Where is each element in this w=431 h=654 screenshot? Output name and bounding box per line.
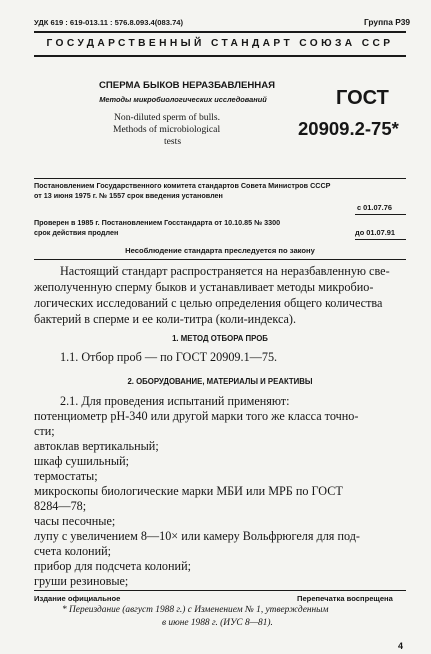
intro-line-1: Настоящий стандарт распространяется на неразбавленную све- bbox=[60, 264, 390, 278]
header-bottom-rule bbox=[34, 55, 406, 57]
section-2-line: 2.1. Для проведения испытаний применяют: bbox=[60, 394, 290, 408]
section-2-line: автоклав вертикальный; bbox=[34, 439, 159, 453]
standard-subtitle-ru: Методы микробиологических исследований bbox=[99, 95, 267, 104]
intro-line-4: бактерий в сперме и ее коли-титра (коли-индекса). bbox=[34, 312, 297, 326]
gost-number: 20909.2-75* bbox=[298, 118, 399, 139]
reprint-prohibited: Перепечатка воспрещена bbox=[297, 594, 393, 603]
extended-date-underline bbox=[355, 239, 406, 240]
legal-notice: Несоблюдение стандарта преследуется по закону bbox=[125, 246, 315, 255]
section-2-line: 8284—78; bbox=[34, 499, 87, 513]
decree-line-2: от 13 июня 1975 г. № 1557 срок введения установлен bbox=[34, 191, 223, 200]
decree-line-1: Постановлением Государственного комитета стандартов Совета Министров СССР bbox=[34, 181, 331, 190]
section-2-line: лупу с увеличением 8—10× или камеру Вольфрюгеля для под- bbox=[34, 529, 360, 543]
section-2-line: прибор для подсчета колоний; bbox=[34, 559, 191, 573]
official-edition: Издание официальное bbox=[34, 594, 121, 603]
page-number: 4 bbox=[398, 641, 404, 651]
section-1-item: 1.1. Отбор проб — по ГОСТ 20909.1—75. bbox=[60, 350, 278, 364]
extended-date: до 01.07.91 bbox=[355, 228, 396, 237]
effective-date-underline bbox=[355, 214, 406, 215]
agency-title: ГОСУДАРСТВЕННЫЙ СТАНДАРТ СОЮЗА ССР bbox=[46, 38, 394, 49]
footer-rule bbox=[34, 590, 406, 591]
decree-line-3: Проверен в 1985 г. Постановлением Госстандарта от 10.10.85 № 3300 bbox=[34, 218, 281, 227]
decree-line-4: срок действия продлен bbox=[34, 228, 119, 237]
effective-date: с 01.07.76 bbox=[357, 203, 392, 212]
standard-title-en-1: Non-diluted sperm of bulls. bbox=[114, 112, 221, 123]
group-code: Группа Р39 bbox=[364, 17, 411, 27]
udk-code: УДК 619 : 619-013.11 : 576.8.093.4(083.74) bbox=[34, 18, 184, 27]
section-2-heading: 2. ОБОРУДОВАНИЕ, МАТЕРИАЛЫ И РЕАКТИВЫ bbox=[127, 377, 313, 386]
standard-title-en-2: Methods of microbiological bbox=[113, 124, 221, 135]
section-1-heading: 1. МЕТОД ОТБОРА ПРОБ bbox=[172, 334, 268, 343]
section-2-line: сти; bbox=[34, 424, 55, 438]
gost-label: ГОСТ bbox=[336, 87, 389, 109]
decree-bottom-rule bbox=[34, 259, 406, 260]
intro-line-2: жеполученную сперму быков и устанавливает методы микробио- bbox=[34, 280, 374, 294]
section-2-line: груши резиновые; bbox=[34, 574, 129, 588]
reissue-note-2: в июне 1988 г. (ИУС 8—81). bbox=[162, 618, 273, 628]
header-top-rule bbox=[34, 31, 406, 33]
intro-line-3: логических исследований с целью определения общего количества bbox=[34, 296, 383, 310]
section-2-line: часы песочные; bbox=[34, 514, 116, 528]
standard-title-ru: СПЕРМА БЫКОВ НЕРАЗБАВЛЕННАЯ bbox=[98, 80, 276, 91]
section-2-line: потенциометр рН-340 или другой марки того же класса точно- bbox=[34, 409, 359, 423]
decree-top-rule bbox=[34, 178, 406, 179]
section-2-line: шкаф сушильный; bbox=[34, 454, 129, 468]
section-2-line: микроскопы биологические марки МБИ или МРБ по ГОСТ bbox=[34, 484, 343, 498]
section-2-line: счета колоний; bbox=[34, 544, 111, 558]
standard-title-en-3: tests bbox=[164, 136, 182, 147]
section-2-line: термостаты; bbox=[34, 469, 98, 483]
reissue-note-1: * Переиздание (август 1988 г.) с Изменением № 1, утвержденным bbox=[62, 605, 329, 615]
